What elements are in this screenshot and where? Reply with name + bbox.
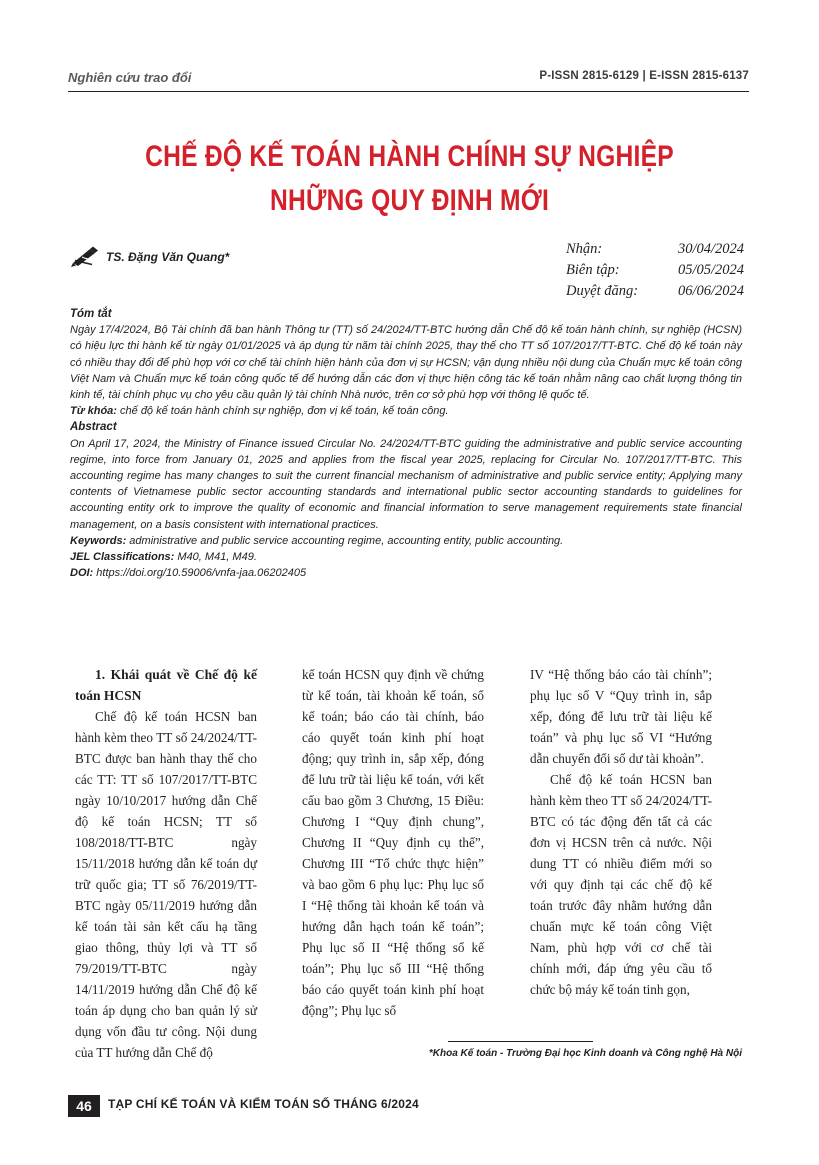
- keywords-en: [70, 533, 742, 549]
- issn-label: P-ISSN 2815-6129 | E-ISSN 2815-6137: [539, 70, 749, 82]
- date-label: Biên tập:: [566, 262, 620, 278]
- page-number: 46: [68, 1095, 100, 1117]
- date-row-edited: [566, 260, 744, 281]
- keywords-vi-label: Từ khóa:: [70, 405, 117, 418]
- jel-text: M40, M41, M49.: [174, 551, 257, 564]
- body-column-1: [75, 664, 257, 1063]
- body-column-2: [302, 664, 484, 1021]
- pen-icon: [70, 245, 104, 267]
- doi-label: DOI:: [70, 567, 94, 580]
- body-paragraph: IV “Hệ thống báo cáo tài chính”; phụ lục số V “Quy trình in, sắp xếp, đóng để lưu trữ tài liệu kế toán” và phụ lục số VI “Hướng dẫn chuyển đổi số dư tài khoản”.: [530, 667, 712, 766]
- section-label: Nghiên cứu trao đổi: [68, 70, 192, 85]
- keywords-en-text: administrative and public service accounting regime, accounting entity, public accounting.: [126, 534, 564, 547]
- journal-name: TẠP CHÍ KẾ TOÁN VÀ KIỂM TOÁN SỐ THÁNG 6/2024: [108, 1097, 419, 1111]
- body-column-3: [530, 664, 712, 1000]
- keywords-vi: [70, 403, 742, 419]
- doi: [70, 565, 742, 581]
- header-rule: [68, 91, 749, 92]
- date-row-received: [566, 239, 744, 260]
- doi-link[interactable]: https://doi.org/10.59006/vnfa-jaa.06202405: [93, 567, 307, 580]
- body-paragraph: Chế độ kế toán HCSN ban hành kèm theo TT số 24/2024/TT-BTC có tác động đến tất cả các đơn vị HCSN trên cả nước. Nội dung TT có nhiều điểm mới so với quy định tại các chế độ kế toán trước đây nhằm hướng dẫn chuẩn mực kế toán công Việt Nam, phù hợp với cơ chế tài chính mới, đáp ứng yêu cầu tổ chức bộ máy kế toán tinh gọn,: [530, 772, 712, 997]
- keywords-en-label: Keywords:: [70, 534, 127, 547]
- date-label: Duyệt đăng:: [566, 283, 639, 299]
- abstract-block: [70, 306, 742, 581]
- body-paragraph: Chế độ kế toán HCSN ban hành kèm theo TT số 24/2024/TT-BTC được ban hành thay thế cho các TT: TT số 107/2017/TT-BTC ngày 10/10/2017 hướng dẫn Chế độ kế toán HCSN; TT số 108/2018/TT-BTC ngày 15/11/2018 hướng dẫn kế toán dự trữ quốc gia; TT số 76/2019/TT-BTC ngày 05/11/2019 hướng dẫn kế toán tài sản kết cấu hạ tầng giao thông, thủy lợi và TT số 79/2019/TT-BTC ngày 14/11/2019 hướng dẫn Chế độ kế toán áp dụng cho ban quản lý sử dụng vốn đầu tư công. Nội dung của TT hướng dẫn Chế độ: [75, 709, 257, 1060]
- abstract-text: On April 17, 2024, the Ministry of Finance issued Circular No. 24/2024/TT-BTC guiding the administrative and public service accounting regime, into force from January 01, 2025 and applies from the fiscal year 2025, replacing for Circular No. 107/2017/TT-BTC. This accounting regime has many changes to suit the current financial mechanism of administrative and public service entity; Applying many contents of Vietnamese public sector accounting standards and international public sector accounting standards to guidelines for accounting entity ork to improve the quality of economic and financial information to serve management requirements state financial management, on a basis consistent with international practices.: [70, 437, 742, 531]
- jel-label: JEL Classifications:: [70, 551, 175, 564]
- date-value: 30/04/2024: [677, 241, 744, 257]
- abstract-heading: Abstract: [70, 421, 117, 434]
- article-title: [107, 135, 713, 223]
- date-label: Nhận:: [566, 241, 603, 257]
- footnote-rule: [448, 1041, 593, 1042]
- article-title-line-2: NHỮNG QUY ĐỊNH MỚI: [269, 184, 550, 217]
- summary-text: Ngày 17/4/2024, Bộ Tài chính đã ban hành Thông tư (TT) số 24/2024/TT-BTC hướng dẫn Chế độ kế toán hành chính, sự nghiệp (HCSN) có hiệu lực thi hành kể từ ngày 01/01/2025 và áp dụng từ năm tài chính 2025, thay thế cho TT số 107/2017/TT-BTC. Chế độ kế toán này có nhiều thay đổi để phù hợp với cơ chế tài chính hiện hành của đơn vị sự HCSN; vận dụng nhiều nội dung của Chuẩn mực kế toán công Việt Nam và Chuẩn mực kế toán công quốc tế để hướng dẫn các đơn vị thực hiện công tác kế toán nhằm nâng cao chất lượng thông tin kinh tế, tài chính phục vụ cho yêu cầu quản lý tài chính Nhà nước, trên cơ sở phù hợp với thông lệ quốc tế.: [70, 324, 742, 402]
- author-name: TS. Đặng Văn Quang*: [106, 250, 230, 264]
- keywords-vi-text: chế độ kế toán hành chính sự nghiệp, đơn vị kế toán, kế toán công.: [116, 405, 449, 418]
- received-dates: [566, 239, 744, 302]
- author-affiliation-footnote: *Khoa Kế toán - Trường Đại học Kinh doanh và Công nghệ Hà Nội: [428, 1048, 742, 1059]
- date-row-approved: [566, 281, 744, 302]
- body-paragraph: kế toán HCSN quy định về chứng từ kế toán, tài khoản kế toán, sổ kế toán; báo cáo tài chính, báo cáo quyết toán kinh phí hoạt động; quy trình in, sắp xếp, đóng để lưu trữ tài liệu kế toán, với kết cấu bao gồm 3 Chương, 15 Điều: Chương I “Quy định chung”, Chương II “Quy định cụ thể”, Chương III “Tổ chức thực hiện” và bao gồm 6 phụ lục: Phụ lục số I “Hệ thống tài khoản kế toán và hướng dẫn hạch toán kế toán”; Phụ lục số II “Hệ thống sổ kế toán”; Phụ lục số III “Hệ thống báo cáo quyết toán kinh phí hoạt động”; Phụ lục số: [302, 667, 484, 1018]
- date-value: 06/06/2024: [677, 283, 744, 299]
- jel-classifications: [70, 549, 742, 565]
- section-1-title: 1. Khái quát về Chế độ kế toán HCSN: [75, 667, 257, 703]
- article-title-line-1: CHẾ ĐỘ KẾ TOÁN HÀNH CHÍNH SỰ NGHIỆP: [145, 140, 674, 173]
- date-value: 05/05/2024: [677, 262, 744, 278]
- summary-heading: Tóm tắt: [70, 308, 112, 320]
